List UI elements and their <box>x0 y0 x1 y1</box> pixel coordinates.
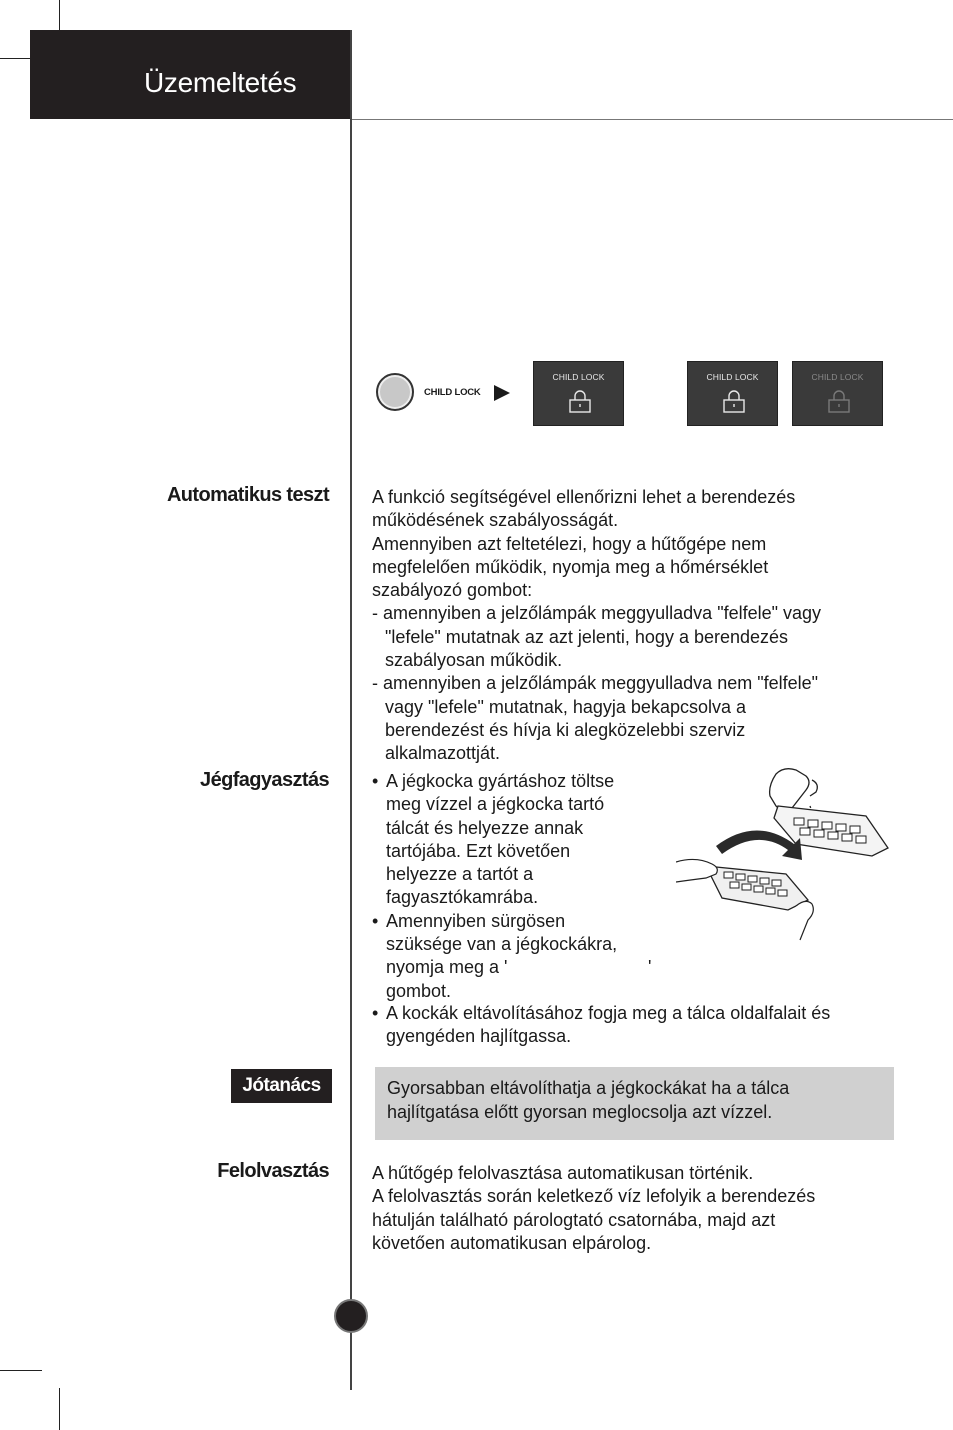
lock-icon <box>825 387 853 415</box>
text-line: vagy "lefele" mutatnak, hagyja bekapcsolva a <box>385 696 746 717</box>
text-line: - amennyiben a jelzőlámpák meggyulladva "felfele" vagy <box>372 603 822 624</box>
text-line: A kockák eltávolításához fogja meg a tálca oldalfalait és <box>386 1003 831 1023</box>
crop-mark-bottom-vertical <box>59 1388 60 1430</box>
page-title: Üzemeltetés <box>144 67 297 98</box>
arrow-right-icon <box>494 385 510 401</box>
text-line: tálcát és helyezze annak <box>386 817 584 838</box>
text-line <box>386 956 672 979</box>
text-line: A hűtőgép felolvasztása automatikusan történik. <box>372 1163 754 1183</box>
text-fragment: ' <box>648 957 652 978</box>
child-lock-panel-label: CHILD LOCK <box>552 372 605 382</box>
text-line: Amennyiben azt feltetélezi, hogy a hűtőgépe nem <box>372 533 767 554</box>
child-lock-panel-1 <box>533 361 624 426</box>
text-line: fagyasztókamrába. <box>386 887 539 908</box>
list-item <box>372 1002 892 1049</box>
defrost-text <box>372 1162 815 1255</box>
text-line: szabályosan működik. <box>385 650 563 671</box>
text-line: követően automatikusan elpárolog. <box>372 1232 652 1253</box>
text-line: - amennyiben a jelzőlámpák meggyulladva nem "felfele" <box>372 673 819 694</box>
list-item <box>372 770 672 910</box>
text-line: alkalmazottját. <box>385 743 501 764</box>
ice-text-bullet3 <box>372 1002 892 1049</box>
text-line: A felolvasztás során keletkező víz lefolyik a berendezés <box>372 1186 816 1207</box>
text-line: helyezze a tartót a <box>386 864 534 885</box>
text-line: megfelelően működik, nyomja meg a hőmérséklet <box>372 556 769 577</box>
text-line: gyengéden hajlítgassa. <box>386 1026 572 1047</box>
child-lock-panel-3 <box>792 361 883 426</box>
text-line: berendezést és hívja ki alegközelebbi szerviz <box>385 719 746 740</box>
text-line: tartójába. Ezt követően <box>386 840 571 861</box>
text-fragment: nyomja meg a ' <box>386 957 508 978</box>
list-item <box>372 910 672 1003</box>
ice-text <box>372 770 672 1003</box>
auto-test-text <box>372 486 821 766</box>
tip-badge: Jótanács <box>231 1069 332 1103</box>
text-line: Amennyiben sürgösen <box>386 910 566 931</box>
child-lock-panel-2 <box>687 361 778 426</box>
page-marker-dot <box>334 1299 368 1333</box>
section-label-defrost: Felolvasztás <box>217 1160 329 1182</box>
text-line: szüksége van a jégkockákra, <box>386 934 618 955</box>
bullet-icon: • <box>372 771 379 791</box>
lock-icon <box>566 387 594 415</box>
lock-icon <box>720 387 748 415</box>
child-lock-knob-label: CHILD LOCK <box>424 387 481 398</box>
crop-mark-top-horizontal <box>0 58 30 59</box>
tip-box <box>375 1067 894 1140</box>
ice-tray-illustration <box>676 766 892 946</box>
child-lock-panel-label: CHILD LOCK <box>706 372 759 382</box>
bullet-icon: • <box>372 1003 379 1023</box>
text-line: gombot. <box>386 980 452 1001</box>
section-label-ice: Jégfagyasztás <box>200 769 329 791</box>
column-divider <box>350 30 352 1390</box>
child-lock-knob-icon <box>376 373 414 411</box>
text-line: "lefele" mutatnak az azt jelenti, hogy a berendezés <box>385 626 789 647</box>
text-line: meg vízzel a jégkocka tartó <box>386 794 605 815</box>
ice-tray-bottom-icon <box>706 866 808 910</box>
text-line: hajlítgatása előtt gyorsan meglocsolja azt vízzel. <box>387 1102 773 1122</box>
text-line: A funkció segítségével ellenőrizni lehet a berendezés <box>372 487 796 507</box>
text-line: hátulján található párologtató csatornába, majd azt <box>372 1209 776 1230</box>
text-line: szabályozó gombot: <box>372 580 533 601</box>
child-lock-panel-label: CHILD LOCK <box>811 372 864 382</box>
section-label-auto-test: Automatikus teszt <box>166 484 329 506</box>
text-line: Gyorsabban eltávolíthatja a jégkockákat ha a tálca <box>387 1078 790 1098</box>
text-line: A jégkocka gyártáshoz töltse <box>386 771 615 791</box>
text-line: működésének szabályosságát. <box>372 510 619 531</box>
header-rule <box>351 119 953 120</box>
bullet-icon: • <box>372 910 379 931</box>
crop-mark-bottom-horizontal <box>0 1370 42 1371</box>
